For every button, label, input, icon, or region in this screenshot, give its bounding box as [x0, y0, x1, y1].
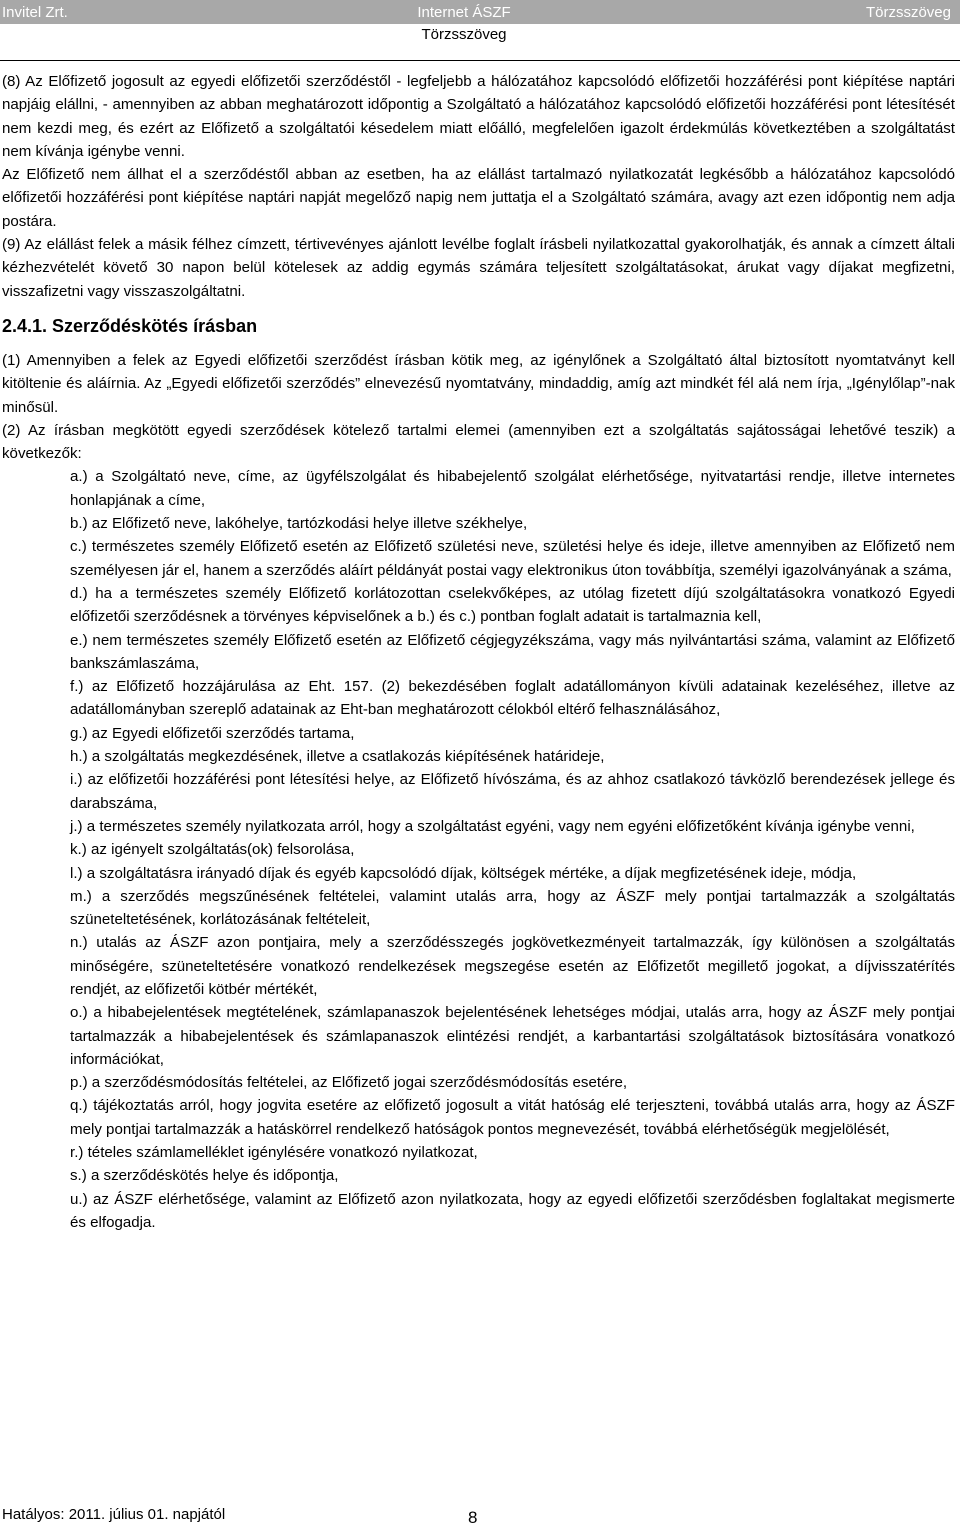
list-item: d.) ha a természetes személy Előfizető korlátozottan cselekvőképes, az utólag fizetett díjú szolgáltatásokra vonatkozó Egyedi előfizetői szerződésnek a törvényes képviselőnek a b.) és c.) pontban foglalt adatait is tartalmaznia kell,	[70, 584, 955, 626]
list-item: k.) az igényelt szolgáltatás(ok) felsorolása,	[70, 841, 355, 859]
page-number: 8	[468, 1508, 478, 1527]
list-item: a.) a Szolgáltató neve, címe, az ügyfélszolgálat és hibabejelentő szolgálat elérhetősége, nyitvatartási rendje, illetve internetes honlapjának a címe,	[70, 468, 955, 509]
header-right-label: Törzsszöveg	[865, 4, 951, 21]
header-doc-title-line1: Internet ÁSZF	[417, 4, 511, 21]
list-item: n.) utalás az ÁSZF azon pontjaira, mely a szerződésszegés jogkövetkezményeit tartalmazzák, így különösen a szolgáltatás minőségére, szüneteltetésére vonatkozó rendelkezések megszegése esetén az Előfizetőt megillető jogokat, a díjvisszatérítés rendjét, az előfizetői kötbér mértékét,	[70, 934, 955, 998]
list-item: q.) tájékoztatás arról, hogy jogvita esetére az előfizető jogosult a vitát hatóság elé terjeszteni, továbbá utalás arra, hogy az ÁSZF mely pontjai tartalmazzák a hatáskörrel rendelkező hatóságok pontos megnevezését, továbbá elérhetőségük megjelölését,	[70, 1097, 955, 1138]
list-item: e.) nem természetes személy Előfizető esetén az Előfizető cégjegyzékszáma, vagy más nyilvántartási száma, valamint az Előfizető bankszámlaszáma,	[70, 631, 955, 672]
page-header	[0, 0, 960, 60]
footer-effective-date: Hatályos: 2011. július 01. napjától	[2, 1506, 226, 1523]
list-item: r.) tételes számlamelléklet igénylésére vonatkozó nyilatkozat,	[70, 1144, 478, 1162]
header-company: Invitel Zrt.	[2, 4, 68, 21]
list-item: c.) természetes személy Előfizető esetén az Előfizető születési neve, születési helye és ideje, illetve amennyiben az Előfizető nem személyesen jár el, hanem a szerződés aláírt példányát postai vagy elektronikus úton továbbítja, személyi igazolványának a száma,	[70, 538, 955, 579]
paragraph-9: (9) Az elállást felek a másik félhez címzett, tértivevényes ajánlott levélbe foglalt írásbeli nyilatkozattal gyakorolhatják, és annak a címzett általi kézhezvételét követő 30 napon belül kötelesek az addig egymás számára teljesített szolgáltatásokat, árukat vagy díjakat megfizetni, visszafizetni vagy visszaszolgáltatni.	[2, 236, 955, 300]
paragraph-8-part2: Az Előfizető nem állhat el a szerződéstől abban az esetben, ha az elállást tartalmazó nyilatkozatát legkésőbb a hálózatához kapcsolódó előfizetői hozzáférési pont kiépítése naptári napját megelőző napig nem juttatja el a Szolgáltató számára, avagy azt ezen időpontig nem adja postára.	[2, 166, 955, 230]
paragraph-8-part1: (8) Az Előfizető jogosult az egyedi előfizetői szerződéstől - legfeljebb a hálózatához kapcsolódó előfizetői hozzáférési pont kiépítése naptári napjáig elállni, - amennyiben az abban meghatározott időpontig a Szolgáltató a hálózatához kapcsolódó előfizetői hozzáférési pont létesítését nem kezdi meg, és ezért az Előfizető a szolgáltatói késedelem miatt előálló, megfelelően igazolt érdekmúlás következtében a szolgáltatást nem kívánja igénybe venni.	[2, 73, 955, 160]
list-item: h.) a szolgáltatás megkezdésének, illetve a csatlakozás kiépítésének határideje,	[70, 748, 605, 766]
list-item: g.) az Egyedi előfizetői szerződés tartama,	[70, 724, 355, 742]
document-body	[2, 70, 955, 1234]
header-doc-title-line2: Törzsszöveg	[421, 26, 507, 43]
list-item: o.) a hibabejelentések megtételének, számlapanaszok bejelentésének lehetséges módjai, utalás arra, hogy az ÁSZF mely pontjai tartalmazzák a hibabejelentések és számlapanaszok elintézési rendjét, a karbantartási szolgáltatások biztosítására vonatkozó információkat,	[70, 1004, 955, 1068]
list-item: l.) a szolgáltatásra irányadó díjak és egyéb kapcsolódó díjak, költségek mértéke, a díjak megfizetésének ideje, módja,	[70, 864, 857, 882]
paragraph-2: (2) Az írásban megkötött egyedi szerződések kötelező tartalmi elemei (amennyiben ezt a szolgáltatás sajátosságai lehetővé teszik) a következők:	[2, 421, 955, 463]
header-doc-title	[413, 3, 515, 45]
list-item: i.) az előfizetői hozzáférési pont létesítési helye, az Előfizető hívószáma, és az ahhoz csatlakozó távközlő berendezések jellege és darabszáma,	[70, 771, 955, 812]
header-divider	[0, 60, 960, 61]
list-item: p.) a szerződésmódosítás feltételei, az Előfizető jogai szerződésmódosítás esetére,	[70, 1074, 628, 1092]
section-heading: 2.4.1. Szerződéskötés írásban	[2, 315, 258, 336]
paragraph-1: (1) Amennyiben a felek az Egyedi előfizetői szerződést írásban kötik meg, az igénylőnek a Szolgáltató által biztosított nyomtatványt kell kitöltenie és aláírnia. Az „Egyedi előfizetői szerződés” elnevezésű nyomtatvány, mindaddig, amíg azt mindkét fél alá nem írja, „Igénylőlap”-nak minősül.	[2, 351, 955, 416]
list-item: u.) az ÁSZF elérhetősége, valamint az Előfizető azon nyilatkozata, hogy az egyedi előfizetői szerződésben foglaltakat megismerte és elfogadja.	[70, 1190, 955, 1231]
list-item: f.) az Előfizető hozzájárulása az Eht. 157. (2) bekezdésében foglalt adatállományon kívüli adatainak kezeléséhez, illetve az adatállományban szereplő adatainak az Eht-ban meghatározott célokból eltérő felhasználásához,	[70, 678, 955, 719]
list-item: m.) a szerződés megszűnésének feltételei, valamint utalás arra, hogy az ÁSZF mely pontjai tartalmazzák a szolgáltatás szüneteltetésének, korlátozásának feltételeit,	[70, 887, 955, 929]
mandatory-elements-list	[70, 465, 955, 1234]
list-item: j.) a természetes személy nyilatkozata arról, hogy a szolgáltatást egyéni, vagy nem egyéni előfizetőként kívánja igénybe venni,	[70, 817, 915, 835]
list-item: s.) a szerződéskötés helye és időpontja,	[70, 1167, 339, 1185]
list-item: b.) az Előfizető neve, lakóhelye, tartózkodási helye illetve székhelye,	[70, 515, 528, 533]
